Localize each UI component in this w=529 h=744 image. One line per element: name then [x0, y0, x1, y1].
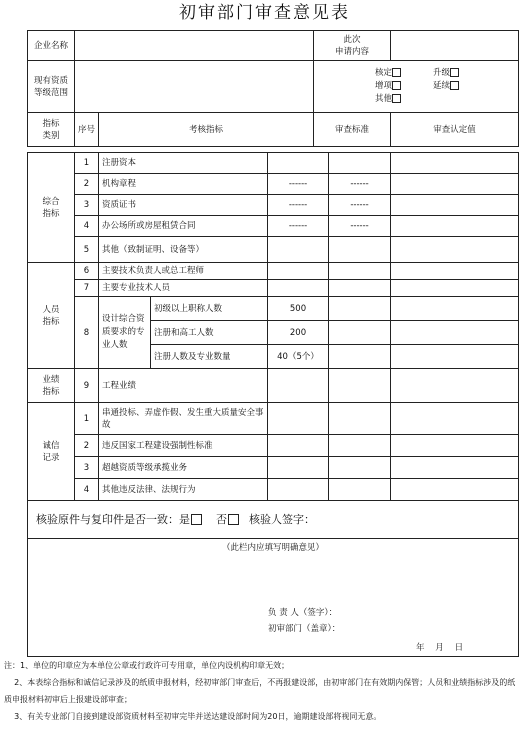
option-upgrade[interactable]: 升级	[433, 67, 491, 80]
indicators-table	[27, 152, 519, 657]
standard-cell[interactable]	[268, 237, 329, 263]
indicator-item: 注册人数及专业数量	[151, 345, 268, 369]
option-renew[interactable]: 延续	[433, 80, 491, 93]
other-checkbox[interactable]	[392, 94, 401, 103]
status-cell[interactable]	[391, 321, 519, 345]
determination-cell[interactable]	[329, 457, 391, 479]
determination-cell: ------	[329, 216, 391, 237]
indicator-item: 违反国家工程建设强制性标准	[99, 435, 268, 457]
status-cell[interactable]	[391, 153, 519, 174]
renew-checkbox[interactable]	[450, 81, 459, 90]
indicator-item: 主要技术负责人或总工程师	[99, 263, 268, 280]
indicator-item: 机构章程	[99, 174, 268, 195]
header-category: 指标 类别	[28, 113, 75, 147]
indicator-item: 办公场所或房屋租赁合同	[99, 216, 268, 237]
approve-checkbox[interactable]	[392, 68, 401, 77]
existing-quals-label: 现有资质 等级范围	[28, 61, 75, 113]
determination-cell[interactable]	[329, 435, 391, 457]
indicator-item: 工程业绩	[99, 369, 268, 403]
seq-cell: 4	[75, 479, 99, 501]
verify-no-checkbox[interactable]	[228, 514, 239, 525]
seq-cell: 5	[75, 237, 99, 263]
seq-cell: 3	[75, 195, 99, 216]
existing-quals-field[interactable]	[75, 61, 314, 113]
indicator-item: 资质证书	[99, 195, 268, 216]
seq-cell: 9	[75, 369, 99, 403]
seq-cell: 6	[75, 263, 99, 280]
standard-cell: ------	[268, 174, 329, 195]
determination-cell[interactable]	[329, 263, 391, 280]
seq-cell: 7	[75, 280, 99, 297]
status-cell[interactable]	[391, 297, 519, 321]
standard-cell[interactable]	[268, 280, 329, 297]
category-integrity: 诚信 记录	[28, 403, 75, 501]
status-cell[interactable]	[391, 345, 519, 369]
enterprise-name-label: 企业名称	[28, 31, 75, 61]
standard-cell[interactable]	[268, 153, 329, 174]
status-cell[interactable]	[391, 216, 519, 237]
leader-signature-label: 负 责 人（签字）：	[268, 608, 338, 618]
verify-yes-label: 核验原件与复印件是否一致：是	[36, 512, 190, 526]
indicator-item: 注册资本	[99, 153, 268, 174]
standard-cell: 200	[268, 321, 329, 345]
status-cell[interactable]	[391, 237, 519, 263]
dept-seal-label: 初审部门（盖章）：	[268, 624, 341, 634]
seq-cell: 2	[75, 174, 99, 195]
standard-cell[interactable]	[268, 263, 329, 280]
note-1: 注：1、单位的印章应为本单位公章或行政许可专用章，单位内设机构印章无效；	[4, 661, 290, 670]
option-approve[interactable]: 核定	[375, 67, 433, 80]
form-title: 初审部门审查意见表	[179, 3, 350, 23]
standard-cell[interactable]	[268, 457, 329, 479]
option-add-item[interactable]: 增项	[375, 80, 433, 93]
determination-cell[interactable]	[329, 321, 391, 345]
standard-cell: 500	[268, 297, 329, 321]
seq-cell: 2	[75, 435, 99, 457]
indicator-item: 注册和高工人数	[151, 321, 268, 345]
header-item: 考核指标	[99, 113, 314, 147]
indicator-item: 主要专业技术人员	[99, 280, 268, 297]
verify-row	[28, 501, 519, 539]
category-comprehensive: 综合 指标	[28, 153, 75, 263]
determination-cell[interactable]	[329, 280, 391, 297]
determination-cell: ------	[329, 195, 391, 216]
determination-cell: ------	[329, 174, 391, 195]
add-item-checkbox[interactable]	[392, 81, 401, 90]
indicator-item: 超越资质等级承揽业务	[99, 457, 268, 479]
standard-cell: 40（5个）	[268, 345, 329, 369]
indicator-item: 其他（致制证明、设备等）	[99, 237, 268, 263]
determination-cell[interactable]	[329, 345, 391, 369]
header-standard: 审查标准	[314, 113, 391, 147]
verify-no-label: 否	[216, 512, 227, 526]
standard-cell[interactable]	[268, 479, 329, 501]
opinion-box[interactable]	[28, 539, 519, 657]
header-seq: 序号	[75, 113, 99, 147]
verifier-signature-label: 核验人签字：	[249, 512, 315, 526]
determination-cell[interactable]	[329, 369, 391, 403]
apply-content-field[interactable]	[391, 31, 519, 61]
determination-cell[interactable]	[329, 153, 391, 174]
determination-cell[interactable]	[329, 297, 391, 321]
indicator-item: 串通投标、弄虚作假、发生重大质量安全事故	[99, 403, 268, 435]
row8-group-label: 设计综合资质要求的专业人数	[99, 297, 151, 369]
standard-cell: ------	[268, 195, 329, 216]
status-cell[interactable]	[391, 369, 519, 403]
seq-cell: 1	[75, 403, 99, 435]
note-3: 3、有关专业部门自接到建设部资质材料至初审完毕并送达建设部时间为20日，逾期建设部将视同无意。	[4, 712, 382, 721]
standard-cell[interactable]	[268, 435, 329, 457]
status-cell[interactable]	[391, 435, 519, 457]
seq-cell: 3	[75, 457, 99, 479]
category-performance: 业绩 指标	[28, 369, 75, 403]
status-cell[interactable]	[391, 263, 519, 280]
standard-cell[interactable]	[268, 403, 329, 435]
seq-cell: 1	[75, 153, 99, 174]
status-cell[interactable]	[391, 174, 519, 195]
note-2: 2、本表综合指标和诚信记录涉及的纸质申报材料，经初审部门审查后，不再报建设部，由初审部门在有效期内保管；人员和业绩指标涉及的纸质申报材料初审后上报建设部审查；	[4, 678, 516, 704]
seq-cell: 8	[75, 297, 99, 369]
verify-yes-checkbox[interactable]	[191, 514, 202, 525]
determination-cell[interactable]	[329, 237, 391, 263]
review-table	[27, 30, 519, 147]
application-type-options	[314, 61, 519, 113]
option-other[interactable]: 其他	[375, 93, 433, 106]
indicator-item: 初级以上职称人数	[151, 297, 268, 321]
upgrade-checkbox[interactable]	[450, 68, 459, 77]
apply-content-label: 此次 申请内容	[314, 31, 391, 61]
header-determination: 审查认定值	[391, 113, 519, 147]
status-cell[interactable]	[391, 479, 519, 501]
enterprise-name-field[interactable]	[75, 31, 314, 61]
status-cell[interactable]	[391, 195, 519, 216]
determination-cell[interactable]	[329, 479, 391, 501]
determination-cell[interactable]	[329, 403, 391, 435]
seq-cell: 4	[75, 216, 99, 237]
indicator-item: 其他违反法律、法规行为	[99, 479, 268, 501]
date-label: 年 月 日	[416, 643, 464, 653]
notes	[4, 657, 522, 725]
status-cell[interactable]	[391, 280, 519, 297]
standard-cell[interactable]	[268, 369, 329, 403]
standard-cell: ------	[268, 216, 329, 237]
status-cell[interactable]	[391, 457, 519, 479]
category-personnel: 人员 指标	[28, 263, 75, 369]
opinion-hint: （此栏内应填写明确意见）	[222, 543, 325, 553]
status-cell[interactable]	[391, 403, 519, 435]
